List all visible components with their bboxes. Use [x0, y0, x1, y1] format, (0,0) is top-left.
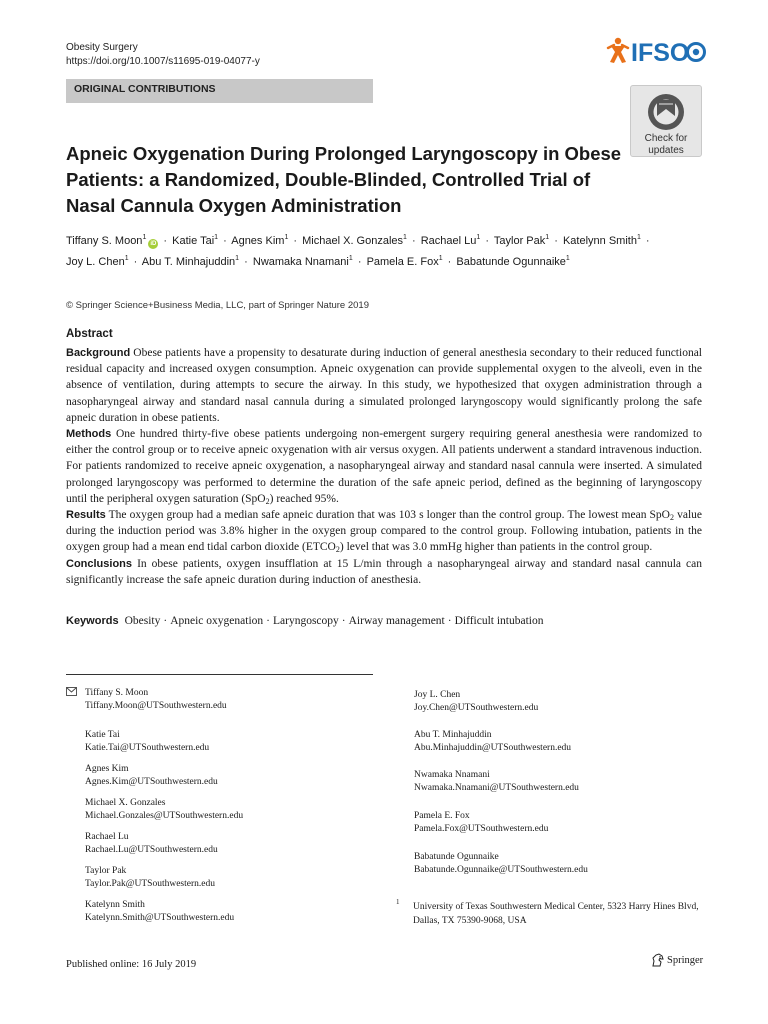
check-for-updates-badge[interactable] [630, 85, 702, 157]
contact-email[interactable]: Taylor.Pak@UTSouthwestern.edu [85, 879, 215, 889]
author-separator: · [412, 235, 416, 247]
journal-info [66, 41, 260, 69]
author-name-text: Katie Tai [172, 235, 215, 247]
conclusions-label: Conclusions [66, 557, 133, 570]
keyword-separator: · [341, 615, 346, 627]
author-name-text: Abu T. Minhajuddin [141, 256, 236, 268]
author-affiliation-number: 1 [124, 255, 129, 262]
author-name [142, 256, 239, 268]
contact-entry [85, 899, 234, 925]
contact-email[interactable]: Katie.Tai@UTSouthwestern.edu [85, 743, 210, 753]
author-name-text: Katelynn Smith [562, 235, 637, 247]
contact-entry [414, 729, 571, 755]
contact-email[interactable]: Agnes.Kim@UTSouthwestern.edu [85, 777, 218, 787]
keyword: Difficult intubation [454, 615, 544, 627]
author-name [253, 256, 353, 268]
results-text-c: ) level that was 3.0 mmHg higher than patients in the control group. [339, 541, 653, 554]
author-affiliation-number: 1 [636, 234, 641, 241]
envelope-icon [66, 687, 77, 696]
contact-email[interactable]: Katelynn.Smith@UTSouthwestern.edu [85, 913, 235, 923]
author-affiliation-number: 1 [348, 255, 353, 262]
keywords-label: Keywords [66, 615, 119, 627]
keywords [66, 615, 702, 627]
contact-entry [85, 865, 215, 891]
crossmark-icon [646, 92, 686, 132]
author-name [367, 256, 443, 268]
keyword: Apneic oxygenation [170, 615, 264, 627]
contact-name: Pamela E. Fox [414, 811, 470, 821]
author-affiliation-number: 1 [476, 234, 481, 241]
author-name [421, 235, 481, 247]
keyword-separator: · [447, 615, 452, 627]
author-name [302, 235, 407, 247]
affiliation-text: University of Texas Southwestern Medical Center, 5323 Harry Hines Blvd, Dallas, TX 75390-9068, USA [413, 902, 699, 926]
contact-entry [85, 763, 218, 789]
springer-wordmark: Springer [667, 954, 704, 966]
author-affiliation-number: 1 [235, 255, 240, 262]
author-separator: · [357, 256, 362, 268]
author-name-text: Rachael Lu [420, 235, 477, 247]
author-name [66, 235, 158, 247]
contact-name: Abu T. Minhajuddin [414, 730, 492, 740]
contact-entry [414, 851, 588, 877]
section-label: ORIGINAL CONTRIBUTIONS [66, 79, 373, 103]
contact-email[interactable]: Joy.Chen@UTSouthwestern.edu [414, 703, 539, 713]
contact-email[interactable]: Michael.Gonzales@UTSouthwestern.edu [85, 811, 244, 821]
author-name [456, 256, 569, 268]
author-affiliation-number: 1 [214, 234, 219, 241]
keyword: Airway management [348, 615, 445, 627]
author-name-text: Agnes Kim [231, 235, 285, 247]
author-separator: · [554, 235, 558, 247]
results-text-a: The oxygen group had a median safe apneic duration that was 103 s longer than the control group. The lowest mean SpO [108, 509, 670, 522]
keyword-separator: · [163, 615, 168, 627]
contact-name: Michael X. Gonzales [85, 798, 166, 808]
author-separator: · [447, 256, 452, 268]
author-separator: · [133, 256, 138, 268]
contact-entry [85, 687, 227, 713]
contact-entry [414, 769, 579, 795]
ifso-logo [606, 36, 706, 68]
author-affiliation-number: 1 [403, 234, 407, 241]
orcid-icon[interactable]: iD [150, 241, 157, 247]
conclusions-text: In obese patients, oxygen insufflation at 15 L/min through a nasopharyngeal airway and standard nasal cannula can significantly increase the safe apneic duration during induction of anesthesia. [66, 557, 702, 586]
methods-text: One hundred thirty-five obese patients undergoing non-emergent surgery requiring general anesthesia were randomized to either the control group or to receive apneic oxygenation with air versus oxygen. All patients underwent a standard intravenous induction. For patients randomized to receive apneic oxygenation, a nasopharyngeal airway and standard nasal cannula were inserted. A simulated prolonged laryngoscopy was performed to determine the duration of the safe apneic period, defined as the beginning of laryngoscopy until the peripheral oxygen saturation (SpO [66, 428, 702, 505]
abstract-conclusions [66, 556, 702, 588]
contact-name: Nwamaka Nnamani [414, 770, 490, 780]
keyword: Obesity [124, 615, 161, 627]
author-name-text: Pamela E. Fox [366, 256, 439, 268]
footnote-divider [66, 674, 373, 675]
contact-entry [85, 729, 209, 755]
author-name-text: Michael X. Gonzales [302, 235, 404, 247]
background-text: Obese patients have a propensity to desaturate during induction of general anesthesia secondary to their reduced functional residual capacity and increased oxygen consumption. Apneic oxygenation can provide supplemental oxygen to the alveoli, even in the absence of ventilation, during attempts to secure the airway. In this study, we hypothesized that oxygen administration through a nasopharyngeal airway and standard nasal cannula during a simulated prolonged laryngoscopy would significantly prolong the safe apneic duration in obese patients. [66, 347, 702, 424]
contact-name: Rachael Lu [85, 832, 129, 842]
author-name-text: Taylor Pak [493, 235, 546, 247]
contact-email[interactable]: Pamela.Fox@UTSouthwestern.edu [414, 824, 549, 834]
contact-entry [85, 797, 243, 823]
contact-email[interactable]: Abu.Minhajuddin@UTSouthwestern.edu [414, 743, 572, 753]
contact-email[interactable]: Babatunde.Ogunnaike@UTSouthwestern.edu [414, 865, 588, 875]
doi-link[interactable]: https://doi.org/10.1007/s11695-019-04077-y [66, 56, 260, 67]
author-affiliation-number: 1 [545, 234, 550, 241]
contact-name: Babatunde Ogunnaike [414, 852, 499, 862]
results-subscript-2: 2 [335, 545, 340, 555]
abstract-background [66, 345, 702, 426]
author-name [172, 235, 218, 247]
author-name-text: Nwamaka Nnamani [252, 256, 349, 268]
contact-name: Taylor Pak [85, 866, 127, 876]
contact-name: Joy L. Chen [414, 690, 461, 700]
keyword-separator: · [266, 615, 270, 627]
contact-name: Agnes Kim [85, 764, 129, 774]
methods-label: Methods [66, 428, 112, 441]
results-subscript-1: 2 [670, 513, 674, 523]
contact-entry [414, 810, 548, 836]
author-separator: · [645, 235, 650, 247]
journal-name: Obesity Surgery [66, 42, 138, 53]
contact-name: Tiffany S. Moon [85, 688, 149, 698]
abstract-methods [66, 426, 702, 507]
logo-text: IFSO [631, 39, 690, 67]
author-name-text: Tiffany S. Moon [66, 235, 143, 247]
background-label: Background [66, 347, 131, 359]
author-name [231, 235, 288, 247]
abstract-heading: Abstract [66, 328, 113, 340]
contact-entry [414, 689, 538, 715]
contact-email[interactable]: Rachael.Lu@UTSouthwestern.edu [85, 845, 218, 855]
contact-email[interactable]: Tiffany.Moon@UTSouthwestern.edu [85, 701, 227, 711]
author-affiliation-number: 1 [438, 255, 443, 262]
abstract-body [66, 345, 702, 588]
keyword-list [125, 615, 544, 627]
contact-entry [85, 831, 218, 857]
springer-horse-icon [651, 953, 665, 967]
contact-name: Katelynn Smith [85, 900, 145, 910]
author-affiliation-number: 1 [142, 234, 147, 241]
author-separator: · [244, 256, 248, 268]
author-name [494, 235, 549, 247]
affiliation-number: 1 [396, 898, 400, 906]
check-updates-line1: Check for [644, 133, 688, 144]
author-separator: · [223, 235, 227, 247]
author-name-text: Joy L. Chen [66, 256, 125, 268]
contact-name: Katie Tai [85, 730, 120, 740]
methods-end-text: ) reached 95%. [269, 492, 339, 505]
author-affiliation-number: 1 [284, 234, 289, 241]
author-separator: · [485, 235, 490, 247]
springer-logo [651, 953, 703, 967]
author-name [563, 235, 641, 247]
author-separator: · [163, 235, 168, 247]
contact-email[interactable]: Nwamaka.Nnamani@UTSouthwestern.edu [414, 783, 579, 793]
results-text-b: value during the induction period was 3.8% higher in the oxygen group compared to the control group. Following intubation, patients in the oxygen group had a mean end tidal carbon dioxide (ETCO [66, 509, 702, 554]
check-updates-line2: updates [648, 145, 684, 156]
author-name [66, 256, 129, 268]
ifso-figure-icon [606, 36, 706, 68]
author-name-text: Babatunde Ogunnaike [456, 256, 566, 268]
author-affiliation-number: 1 [565, 255, 570, 262]
methods-subscript: 2 [265, 496, 270, 506]
author-list [66, 229, 716, 271]
abstract-results [66, 507, 702, 556]
keyword: Laryngoscopy [272, 615, 339, 627]
author-separator: · [293, 235, 298, 247]
published-date: Published online: 16 July 2019 [66, 959, 197, 970]
results-label: Results [66, 509, 106, 522]
article-title: Apneic Oxygenation During Prolonged Laryngoscopy in Obese Patients: a Randomized, Double-Blinded, Controlled Trial of Nasal Cannula Oxygen Administration [66, 143, 622, 216]
copyright-notice: © Springer Science+Business Media, LLC, part of Springer Nature 2019 [66, 300, 369, 311]
